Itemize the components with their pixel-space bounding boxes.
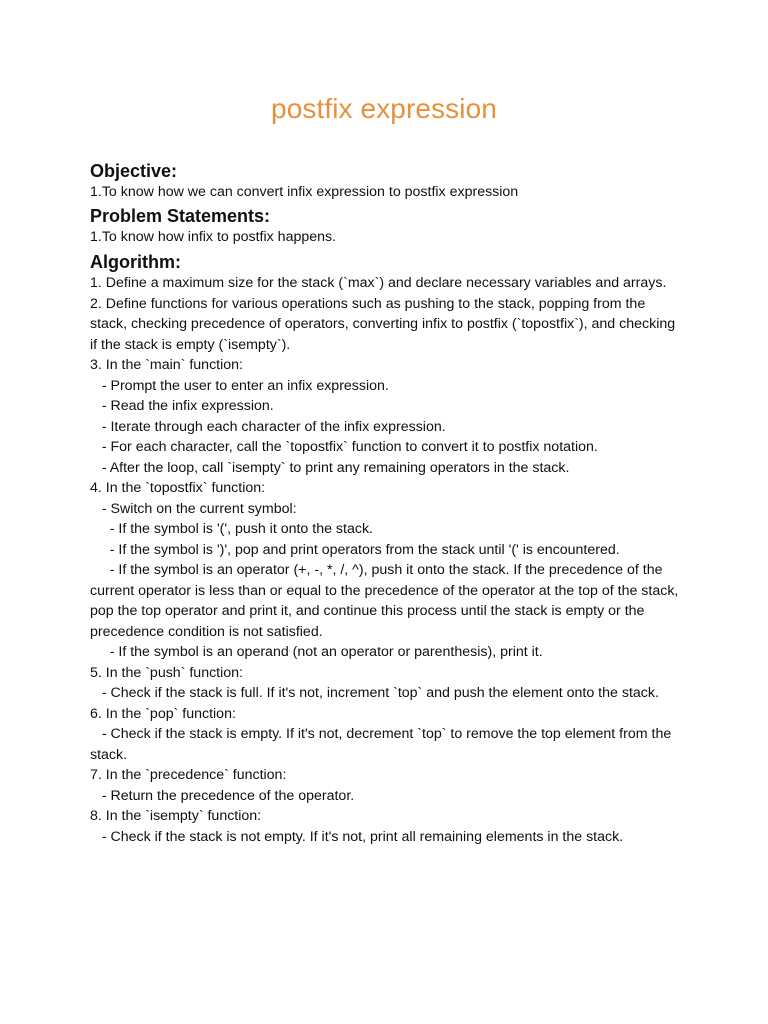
- objective-line: 1.To know how we can convert infix expression to postfix expression: [90, 184, 519, 200]
- document-body: [90, 160, 683, 847]
- algorithm-step: 1. Define a maximum size for the stack (`max`) and declare necessary variables and arrays.: [90, 275, 667, 291]
- algorithm-step: 5. In the `push` function:: [90, 664, 244, 681]
- algorithm-substep: - After the loop, call `isempty` to print any remaining operators in the stack.: [90, 459, 570, 476]
- algorithm-substep: - Check if the stack is not empty. If it's not, print all remaining elements in the stack.: [90, 828, 624, 845]
- page-title: postfix expression: [271, 93, 497, 124]
- algorithm-substep: - If the symbol is an operand (not an operator or parenthesis), print it.: [90, 644, 543, 660]
- problem-heading: Problem Statements:: [90, 205, 271, 226]
- algorithm-step: 4. In the `topostfix` function:: [90, 480, 266, 496]
- algorithm-substep: - If the symbol is an operator (+, -, *, /, ^), push it onto the stack. If the precedence of the current operator is less than or equal to the precedence of the operator at the top of the stack, pop the top operator and print it, and continue this process until the stack is empty or the precedence condition is not satisfied.: [90, 562, 683, 640]
- algorithm-step: 8. In the `isempty` function:: [90, 808, 262, 824]
- algorithm-substep: - Switch on the current symbol:: [90, 500, 297, 517]
- algorithm-substep: - If the symbol is ')', pop and print operators from the stack until '(' is encountered.: [90, 541, 620, 558]
- algorithm-step: 2. Define functions for various operations such as pushing to the stack, popping from the stack, checking precedence of operators, converting infix to postfix (`topostfix`), and checking if the stack is empty (`isempty`).: [90, 295, 680, 353]
- algorithm-substep: - Check if the stack is empty. If it's not, decrement `top` to remove the top element from the stack.: [90, 726, 676, 763]
- algorithm-step: 7. In the `precedence` function:: [90, 767, 287, 783]
- algorithm-step: 6. In the `pop` function:: [90, 705, 236, 722]
- objective-heading: Objective:: [90, 161, 178, 181]
- algorithm-substep: - If the symbol is '(', push it onto the stack.: [90, 521, 373, 537]
- algorithm-steps: [90, 273, 683, 847]
- algorithm-substep: - Return the precedence of the operator.: [90, 787, 355, 804]
- algorithm-substep: - For each character, call the `topostfix` function to convert it to postfix notation.: [90, 439, 598, 455]
- problem-line: 1.To know how infix to postfix happens.: [90, 228, 337, 245]
- algorithm-substep: - Read the infix expression.: [90, 398, 274, 414]
- algorithm-substep: - Prompt the user to enter an infix expression.: [90, 377, 389, 394]
- algorithm-heading: Algorithm:: [90, 252, 181, 272]
- algorithm-step: 3. In the `main` function:: [90, 357, 243, 373]
- algorithm-substep: - Check if the stack is full. If it's not, increment `top` and push the element onto the stack.: [90, 685, 659, 701]
- algorithm-substep: - Iterate through each character of the infix expression.: [90, 418, 446, 435]
